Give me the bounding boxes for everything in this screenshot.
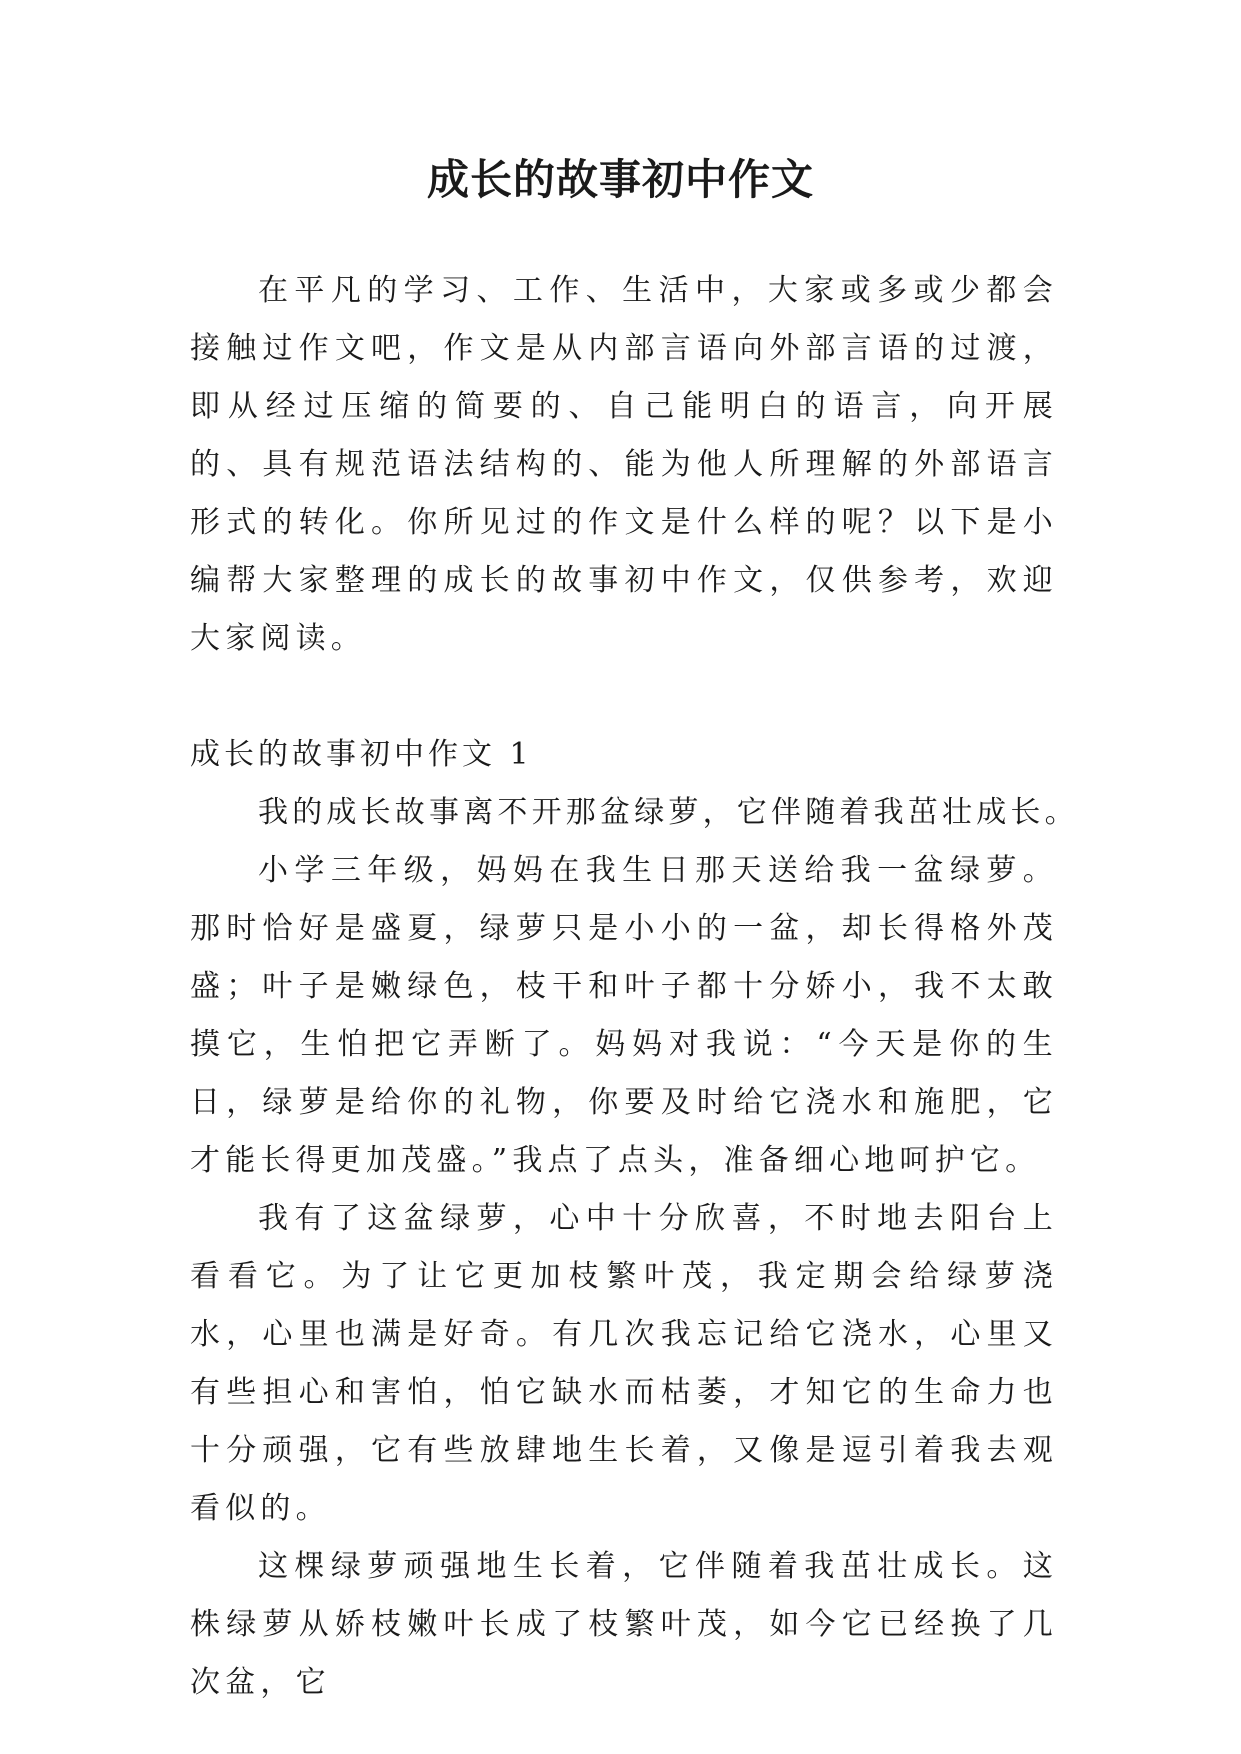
body-paragraph-2: 小学三年级，妈妈在我生日那天送给我一盆绿萝。那时恰好是盛夏，绿萝只是小小的一盆，却长得格外茂盛；叶子是嫩绿色，枝干和叶子都十分娇小，我不太敢摸它，生怕把它弄断了。妈妈对我说：“今天是你的生日，绿萝是给你的礼物，你要及时给它浇水和施肥，它才能长得更加茂盛。”我点了点头，准备细心地呵护它。 — [190, 853, 1058, 1178]
intro-paragraph: 在平凡的学习、工作、生活中，大家或多或少都会接触过作文吧，作文是从内部言语向外部言语的过渡，即从经过压缩的简要的、自己能明白的语言，向开展的、具有规范语法结构的、能为他人所理解的外部语言形式的转化。你所见过的作文是什么样的呢？以下是小编帮大家整理的成长的故事初中作文，仅供参考，欢迎大家阅读。 — [190, 273, 1058, 656]
document-title: 成长的故事初中作文 — [426, 155, 814, 204]
body-paragraph-4: 这棵绿萝顽强地生长着，它伴随着我茁壮成长。这株绿萝从娇枝嫩叶长成了枝繁叶茂，如今它已经换了几次盆，它 — [190, 1549, 1058, 1700]
section-heading: 成长的故事初中作文 1 — [190, 737, 533, 772]
document-body — [190, 262, 1079, 1712]
body-paragraph-3: 我有了这盆绿萝，心中十分欣喜，不时地去阳台上看看它。为了让它更加枝繁叶茂，我定期会给绿萝浇水，心里也满是好奇。有几次我忘记给它浇水，心里又有些担心和害怕，怕它缺水而枯萎，才知它的生命力也十分顽强，它有些放肆地生长着，又像是逗引着我去观看似的。 — [190, 1201, 1058, 1526]
body-paragraph-1: 我的成长故事离不开那盆绿萝，它伴随着我茁壮成长。 — [258, 795, 1079, 830]
